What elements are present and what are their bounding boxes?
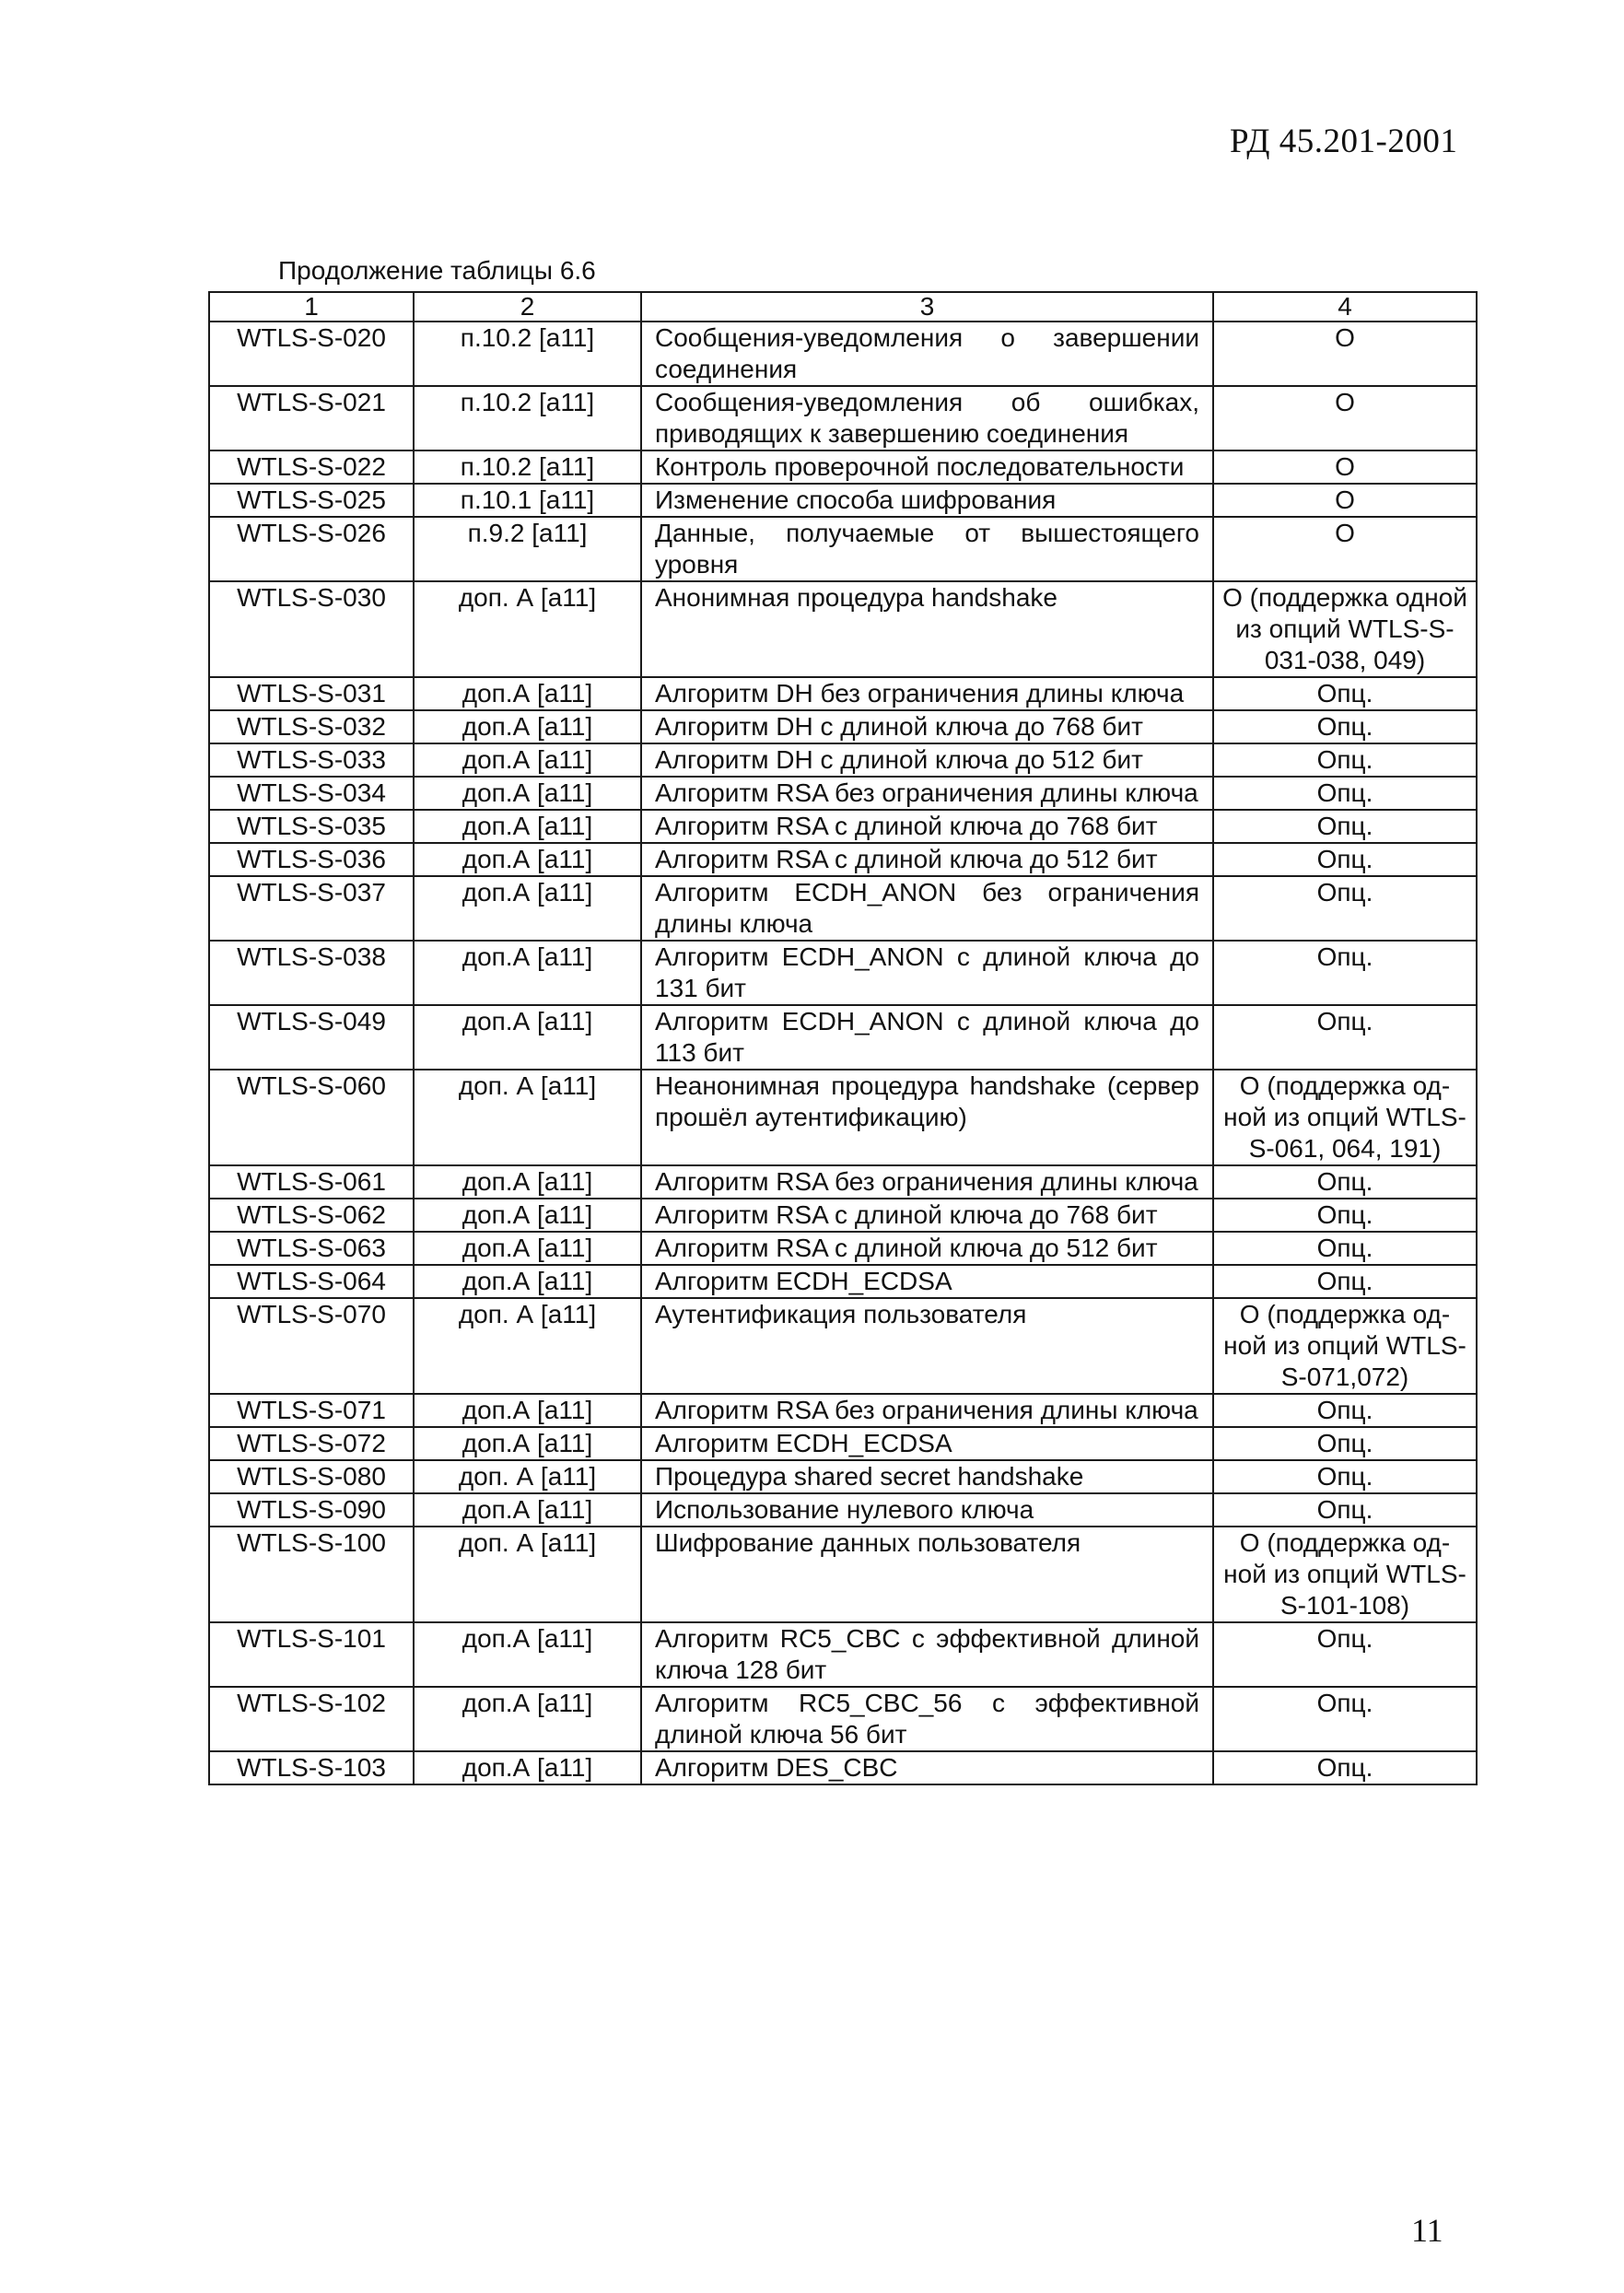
status-cell: Опц.: [1213, 1394, 1477, 1427]
table-caption: Продолжение таблицы 6.6: [278, 256, 596, 285]
column-header: 2: [414, 292, 641, 322]
requirement-id-cell: WTLS-S-061: [209, 1165, 414, 1199]
description-cell: Алгоритм ECDH_ECDSA: [641, 1265, 1213, 1298]
requirement-id-cell: WTLS-S-103: [209, 1751, 414, 1784]
status-cell: Опц.: [1213, 941, 1477, 1005]
status-cell: Опц.: [1213, 1622, 1477, 1687]
requirement-id-cell: WTLS-S-025: [209, 484, 414, 517]
status-cell: О: [1213, 484, 1477, 517]
reference-cell: доп.А [a11]: [414, 677, 641, 710]
table-row: [209, 876, 1477, 941]
description-cell: Алгоритм RSA без ограничения длины ключа: [641, 1165, 1213, 1199]
description-cell: Изменение способа шифрования: [641, 484, 1213, 517]
table-row: [209, 517, 1477, 581]
requirements-table: [208, 291, 1478, 1785]
status-cell: Опц.: [1213, 710, 1477, 743]
requirement-id-cell: WTLS-S-072: [209, 1427, 414, 1460]
requirement-id-cell: WTLS-S-064: [209, 1265, 414, 1298]
table-row: [209, 743, 1477, 777]
description-cell: Процедура shared secret handshake: [641, 1460, 1213, 1493]
status-cell: О (поддержка од- ной из опций WTLS-S-101-108): [1213, 1527, 1477, 1622]
table-row: [209, 1427, 1477, 1460]
description-cell: Контроль проверочной последовательности: [641, 450, 1213, 484]
status-cell: Опц.: [1213, 810, 1477, 843]
requirement-id-cell: WTLS-S-062: [209, 1199, 414, 1232]
table-body: [209, 322, 1477, 1784]
requirement-id-cell: WTLS-S-100: [209, 1527, 414, 1622]
description-cell: Алгоритм DH с длиной ключа до 512 бит: [641, 743, 1213, 777]
description-cell: Алгоритм RC5_CBC_56 с эффективной длиной ключа 56 бит: [641, 1687, 1213, 1751]
table-row: [209, 1298, 1477, 1394]
description-cell: Алгоритм DH с длиной ключа до 768 бит: [641, 710, 1213, 743]
requirement-id-cell: WTLS-S-026: [209, 517, 414, 581]
requirement-id-cell: WTLS-S-020: [209, 322, 414, 386]
requirement-id-cell: WTLS-S-071: [209, 1394, 414, 1427]
reference-cell: доп. А [a11]: [414, 1298, 641, 1394]
column-header: 4: [1213, 292, 1477, 322]
reference-cell: доп.А [a11]: [414, 1394, 641, 1427]
requirement-id-cell: WTLS-S-101: [209, 1622, 414, 1687]
requirement-id-cell: WTLS-S-032: [209, 710, 414, 743]
status-cell: Опц.: [1213, 677, 1477, 710]
table-row: [209, 322, 1477, 386]
document-code: РД 45.201-2001: [1230, 123, 1458, 160]
status-cell: О: [1213, 386, 1477, 450]
table-row: [209, 581, 1477, 677]
requirement-id-cell: WTLS-S-022: [209, 450, 414, 484]
table-row: [209, 843, 1477, 876]
requirement-id-cell: WTLS-S-060: [209, 1070, 414, 1165]
status-cell: О (поддержка од- ной из опций WTLS-S-061, 064, 191): [1213, 1070, 1477, 1165]
column-header: 3: [641, 292, 1213, 322]
reference-cell: доп.А [a11]: [414, 1165, 641, 1199]
reference-cell: доп.А [a11]: [414, 777, 641, 810]
table-row: [209, 1005, 1477, 1070]
status-cell: Опц.: [1213, 1199, 1477, 1232]
description-cell: Алгоритм ECDH_ECDSA: [641, 1427, 1213, 1460]
table-row: [209, 710, 1477, 743]
reference-cell: доп.А [a11]: [414, 941, 641, 1005]
status-cell: Опц.: [1213, 843, 1477, 876]
status-cell: Опц.: [1213, 1232, 1477, 1265]
requirement-id-cell: WTLS-S-038: [209, 941, 414, 1005]
reference-cell: доп.А [a11]: [414, 1232, 641, 1265]
status-cell: Опц.: [1213, 777, 1477, 810]
table-row: [209, 677, 1477, 710]
description-cell: Алгоритм RSA с длиной ключа до 512 бит: [641, 843, 1213, 876]
requirement-id-cell: WTLS-S-080: [209, 1460, 414, 1493]
table-row: [209, 777, 1477, 810]
reference-cell: доп.А [a11]: [414, 1199, 641, 1232]
table-row: [209, 484, 1477, 517]
status-cell: Опц.: [1213, 1165, 1477, 1199]
description-cell: Данные, получаемые от вышестоящего уровня: [641, 517, 1213, 581]
table-row: [209, 1527, 1477, 1622]
table-row: [209, 1394, 1477, 1427]
status-cell: О: [1213, 322, 1477, 386]
description-cell: Алгоритм RSA без ограничения длины ключа: [641, 1394, 1213, 1427]
description-cell: Алгоритм RSA с длиной ключа до 512 бит: [641, 1232, 1213, 1265]
description-cell: Алгоритм RC5_CBC с эффективной длиной ключа 128 бит: [641, 1622, 1213, 1687]
requirement-id-cell: WTLS-S-102: [209, 1687, 414, 1751]
reference-cell: доп. А [a11]: [414, 1527, 641, 1622]
requirement-id-cell: WTLS-S-021: [209, 386, 414, 450]
requirement-id-cell: WTLS-S-063: [209, 1232, 414, 1265]
requirement-id-cell: WTLS-S-033: [209, 743, 414, 777]
requirement-id-cell: WTLS-S-090: [209, 1493, 414, 1527]
reference-cell: доп.А [a11]: [414, 1751, 641, 1784]
description-cell: Алгоритм ECDH_ANON с длиной ключа до 113 бит: [641, 1005, 1213, 1070]
table-row: [209, 1070, 1477, 1165]
description-cell: Алгоритм DH без ограничения длины ключа: [641, 677, 1213, 710]
reference-cell: п.10.2 [a11]: [414, 322, 641, 386]
description-cell: Шифрование данных пользователя: [641, 1527, 1213, 1622]
table-row: [209, 1493, 1477, 1527]
reference-cell: доп.А [a11]: [414, 810, 641, 843]
table-row: [209, 1687, 1477, 1751]
reference-cell: п.9.2 [a11]: [414, 517, 641, 581]
table-row: [209, 450, 1477, 484]
reference-cell: доп. А [a11]: [414, 581, 641, 677]
table-row: [209, 1460, 1477, 1493]
requirement-id-cell: WTLS-S-036: [209, 843, 414, 876]
description-cell: Сообщения-уведомления о завершении соединения: [641, 322, 1213, 386]
table-header-row: [209, 292, 1477, 322]
description-cell: Аутентификация пользователя: [641, 1298, 1213, 1394]
table-row: [209, 1751, 1477, 1784]
reference-cell: п.10.1 [a11]: [414, 484, 641, 517]
reference-cell: доп.А [a11]: [414, 1427, 641, 1460]
reference-cell: доп. А [a11]: [414, 1070, 641, 1165]
table-row: [209, 1265, 1477, 1298]
reference-cell: п.10.2 [a11]: [414, 450, 641, 484]
reference-cell: доп.А [a11]: [414, 743, 641, 777]
reference-cell: доп.А [a11]: [414, 1005, 641, 1070]
status-cell: Опц.: [1213, 1265, 1477, 1298]
reference-cell: п.10.2 [a11]: [414, 386, 641, 450]
status-cell: Опц.: [1213, 1493, 1477, 1527]
description-cell: Алгоритм RSA с длиной ключа до 768 бит: [641, 1199, 1213, 1232]
status-cell: О: [1213, 450, 1477, 484]
table-row: [209, 1199, 1477, 1232]
status-cell: Опц.: [1213, 1687, 1477, 1751]
reference-cell: доп.А [a11]: [414, 710, 641, 743]
status-cell: Опц.: [1213, 1751, 1477, 1784]
status-cell: Опц.: [1213, 876, 1477, 941]
reference-cell: доп. А [a11]: [414, 1460, 641, 1493]
status-cell: Опц.: [1213, 743, 1477, 777]
requirement-id-cell: WTLS-S-035: [209, 810, 414, 843]
reference-cell: доп.А [a11]: [414, 1687, 641, 1751]
requirement-id-cell: WTLS-S-034: [209, 777, 414, 810]
requirement-id-cell: WTLS-S-030: [209, 581, 414, 677]
status-cell: О (поддержка од- ной из опций WTLS-S-071,072): [1213, 1298, 1477, 1394]
status-cell: Опц.: [1213, 1427, 1477, 1460]
description-cell: Алгоритм ECDH_ANON с длиной ключа до 131 бит: [641, 941, 1213, 1005]
table-row: [209, 941, 1477, 1005]
reference-cell: доп.А [a11]: [414, 1622, 641, 1687]
reference-cell: доп.А [a11]: [414, 1265, 641, 1298]
status-cell: Опц.: [1213, 1460, 1477, 1493]
reference-cell: доп.А [a11]: [414, 843, 641, 876]
status-cell: О (поддержка одной из опций WTLS-S-031-038, 049): [1213, 581, 1477, 677]
table-row: [209, 1622, 1477, 1687]
table-row: [209, 1165, 1477, 1199]
status-cell: Опц.: [1213, 1005, 1477, 1070]
reference-cell: доп.А [a11]: [414, 876, 641, 941]
page-number: 11: [1411, 2212, 1443, 2249]
table-row: [209, 1232, 1477, 1265]
column-header: 1: [209, 292, 414, 322]
table-row: [209, 386, 1477, 450]
description-cell: Анонимная процедура handshake: [641, 581, 1213, 677]
description-cell: Использование нулевого ключа: [641, 1493, 1213, 1527]
description-cell: Алгоритм RSA без ограничения длины ключа: [641, 777, 1213, 810]
reference-cell: доп.А [a11]: [414, 1493, 641, 1527]
description-cell: Алгоритм DES_CBC: [641, 1751, 1213, 1784]
requirement-id-cell: WTLS-S-031: [209, 677, 414, 710]
status-cell: О: [1213, 517, 1477, 581]
requirement-id-cell: WTLS-S-037: [209, 876, 414, 941]
description-cell: Неанонимная процедура handshake (сервер прошёл аутентификацию): [641, 1070, 1213, 1165]
description-cell: Алгоритм ECDH_ANON без ограничения длины ключа: [641, 876, 1213, 941]
requirement-id-cell: WTLS-S-070: [209, 1298, 414, 1394]
description-cell: Алгоритм RSA с длиной ключа до 768 бит: [641, 810, 1213, 843]
table-row: [209, 810, 1477, 843]
requirement-id-cell: WTLS-S-049: [209, 1005, 414, 1070]
description-cell: Сообщения-уведомления об ошибках, приводящих к завершению соединения: [641, 386, 1213, 450]
